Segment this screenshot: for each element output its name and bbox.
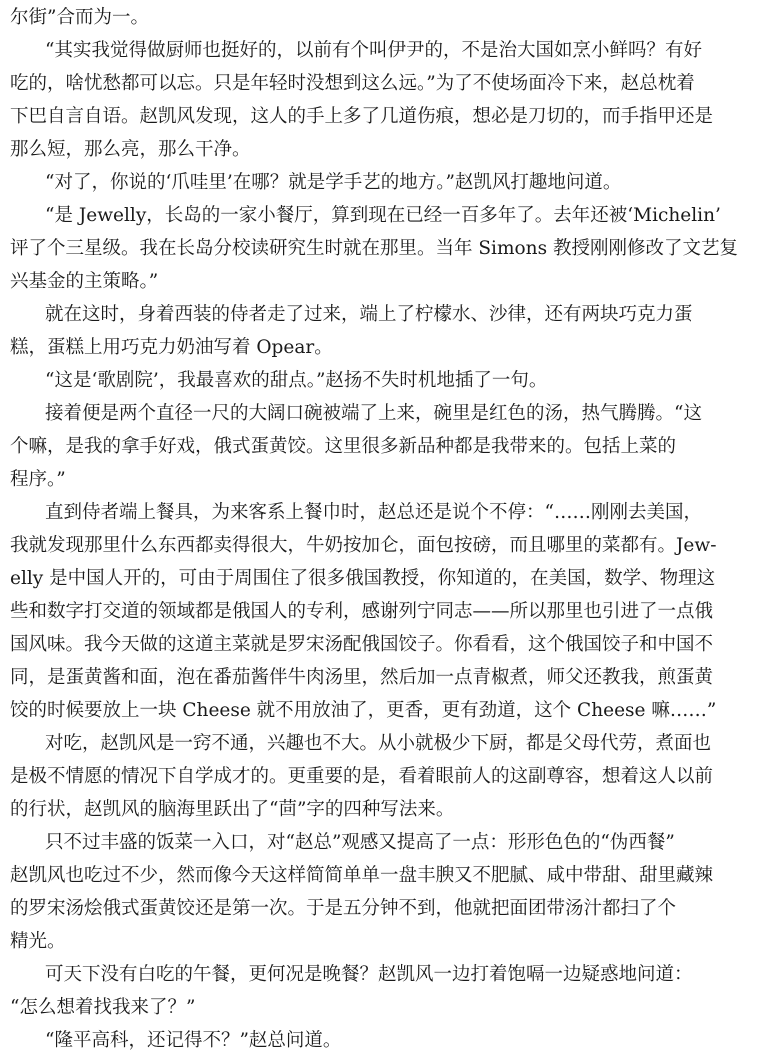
text-line: 的行状，赵凯风的脑海里跃出了“茴”字的四种写法来。 (10, 799, 455, 820)
text-line: “其实我觉得做厨师也挺好的，以前有个叫伊尹的，不是治大国如烹小鲜吗？有好 (45, 40, 702, 61)
text-line: 对吃，赵凯风是一窍不通，兴趣也不大。从小就极少下厨，都是父母代劳，煮面也 (45, 733, 712, 754)
text-line: 我就发现那里什么东西都卖得很大，牛奶按加仑，面包按磅，而且哪里的菜都有。Jew- (10, 535, 717, 556)
text-line: 接着便是两个直径一尺的大阔口碗被端了上来，碗里是红色的汤，热气腾腾。“这 (45, 403, 702, 424)
text-line: 饺的时候要放上一块 Cheese 就不用放油了，更香，更有劲道，这个 Cheese 嘛……” (10, 700, 717, 721)
text-line: “这是‘歌剧院’，我最喜欢的甜点。”赵扬不失时机地插了一句。 (45, 370, 548, 391)
text-line: elly 是中国人开的，可由于周围住了很多俄国教授，你知道的，在美国，数学、物理这 (10, 568, 716, 589)
text-line: “怎么想着找我来了？” (10, 997, 196, 1018)
text-line: 精光。 (10, 931, 66, 952)
text-line: 赵凯风也吃过不少，然而像今天这样简简单单一盘丰腴又不肥腻、咸中带甜、甜里藏辣 (10, 865, 714, 886)
text-line: 吃的，啥忧愁都可以忘。只是年轻时没想到这么远。”为了不使场面冷下来，赵总枕着 (10, 73, 695, 94)
text-line: 兴基金的主策略。” (10, 271, 159, 292)
text-line: 只不过丰盛的饭菜一入口，对“赵总”观感又提高了一点：形形色色的“伪西餐” (45, 832, 675, 853)
text-line: 个嘛，是我的拿手好戏，俄式蛋黄饺。这里很多新品种都是我带来的。包括上菜的 (10, 436, 677, 457)
text-line: 直到侍者端上餐具，为来客系上餐巾时，赵总还是说个不停：“……刚刚去美国， (45, 502, 702, 523)
text-line: 可天下没有白吃的午餐，更何况是晚餐？赵凯风一边打着饱嗝一边疑惑地问道： (45, 964, 693, 985)
text-line: 评了个三星级。我在长岛分校读研究生时就在那里。当年 Simons 教授刚刚修改了文艺复 (10, 238, 738, 259)
text-line: 那么短，那么亮，那么干净。 (10, 139, 251, 160)
text-line: “对了，你说的‘爪哇里’在哪？就是学手艺的地方。”赵凯风打趣地问道。 (45, 172, 622, 193)
text-line: 糕，蛋糕上用巧克力奶油写着 Opear。 (10, 337, 333, 358)
text-line: 程序。” (10, 469, 66, 490)
text-line: 就在这时，身着西装的侍者走了过来，端上了柠檬水、沙律，还有两块巧克力蛋 (45, 304, 693, 325)
text-line: 同，是蛋黄酱和面，泡在番茄酱伴牛肉汤里，然后加一点青椒煮，师父还教我，煎蛋黄 (10, 667, 714, 688)
text-line: 是极不情愿的情况下自学成才的。更重要的是，看着眼前人的这副尊容，想着这人以前 (10, 766, 714, 787)
text-line: “隆平高科，还记得不？”赵总问道。 (45, 1030, 342, 1051)
text-line: 些和数字打交道的领域都是俄国人的专利，感谢列宁同志——所以那里也引进了一点俄 (10, 601, 714, 622)
text-line: 下巴自言自语。赵凯风发现，这人的手上多了几道伤痕，想必是刀切的，而手指甲还是 (10, 106, 714, 127)
text-line: 国风味。我今天做的这道主菜就是罗宋汤配俄国饺子。你看看，这个俄国饺子和中国不 (10, 634, 714, 655)
text-line: “是 Jewelly，长岛的一家小餐厅，算到现在已经一百多年了。去年还被‘Michelin’ (45, 205, 721, 226)
text-line: 的罗宋汤烩俄式蛋黄饺还是第一次。于是五分钟不到，他就把面团带汤汁都扫了个 (10, 898, 677, 919)
text-line: 尔街”合而为一。 (10, 7, 149, 28)
